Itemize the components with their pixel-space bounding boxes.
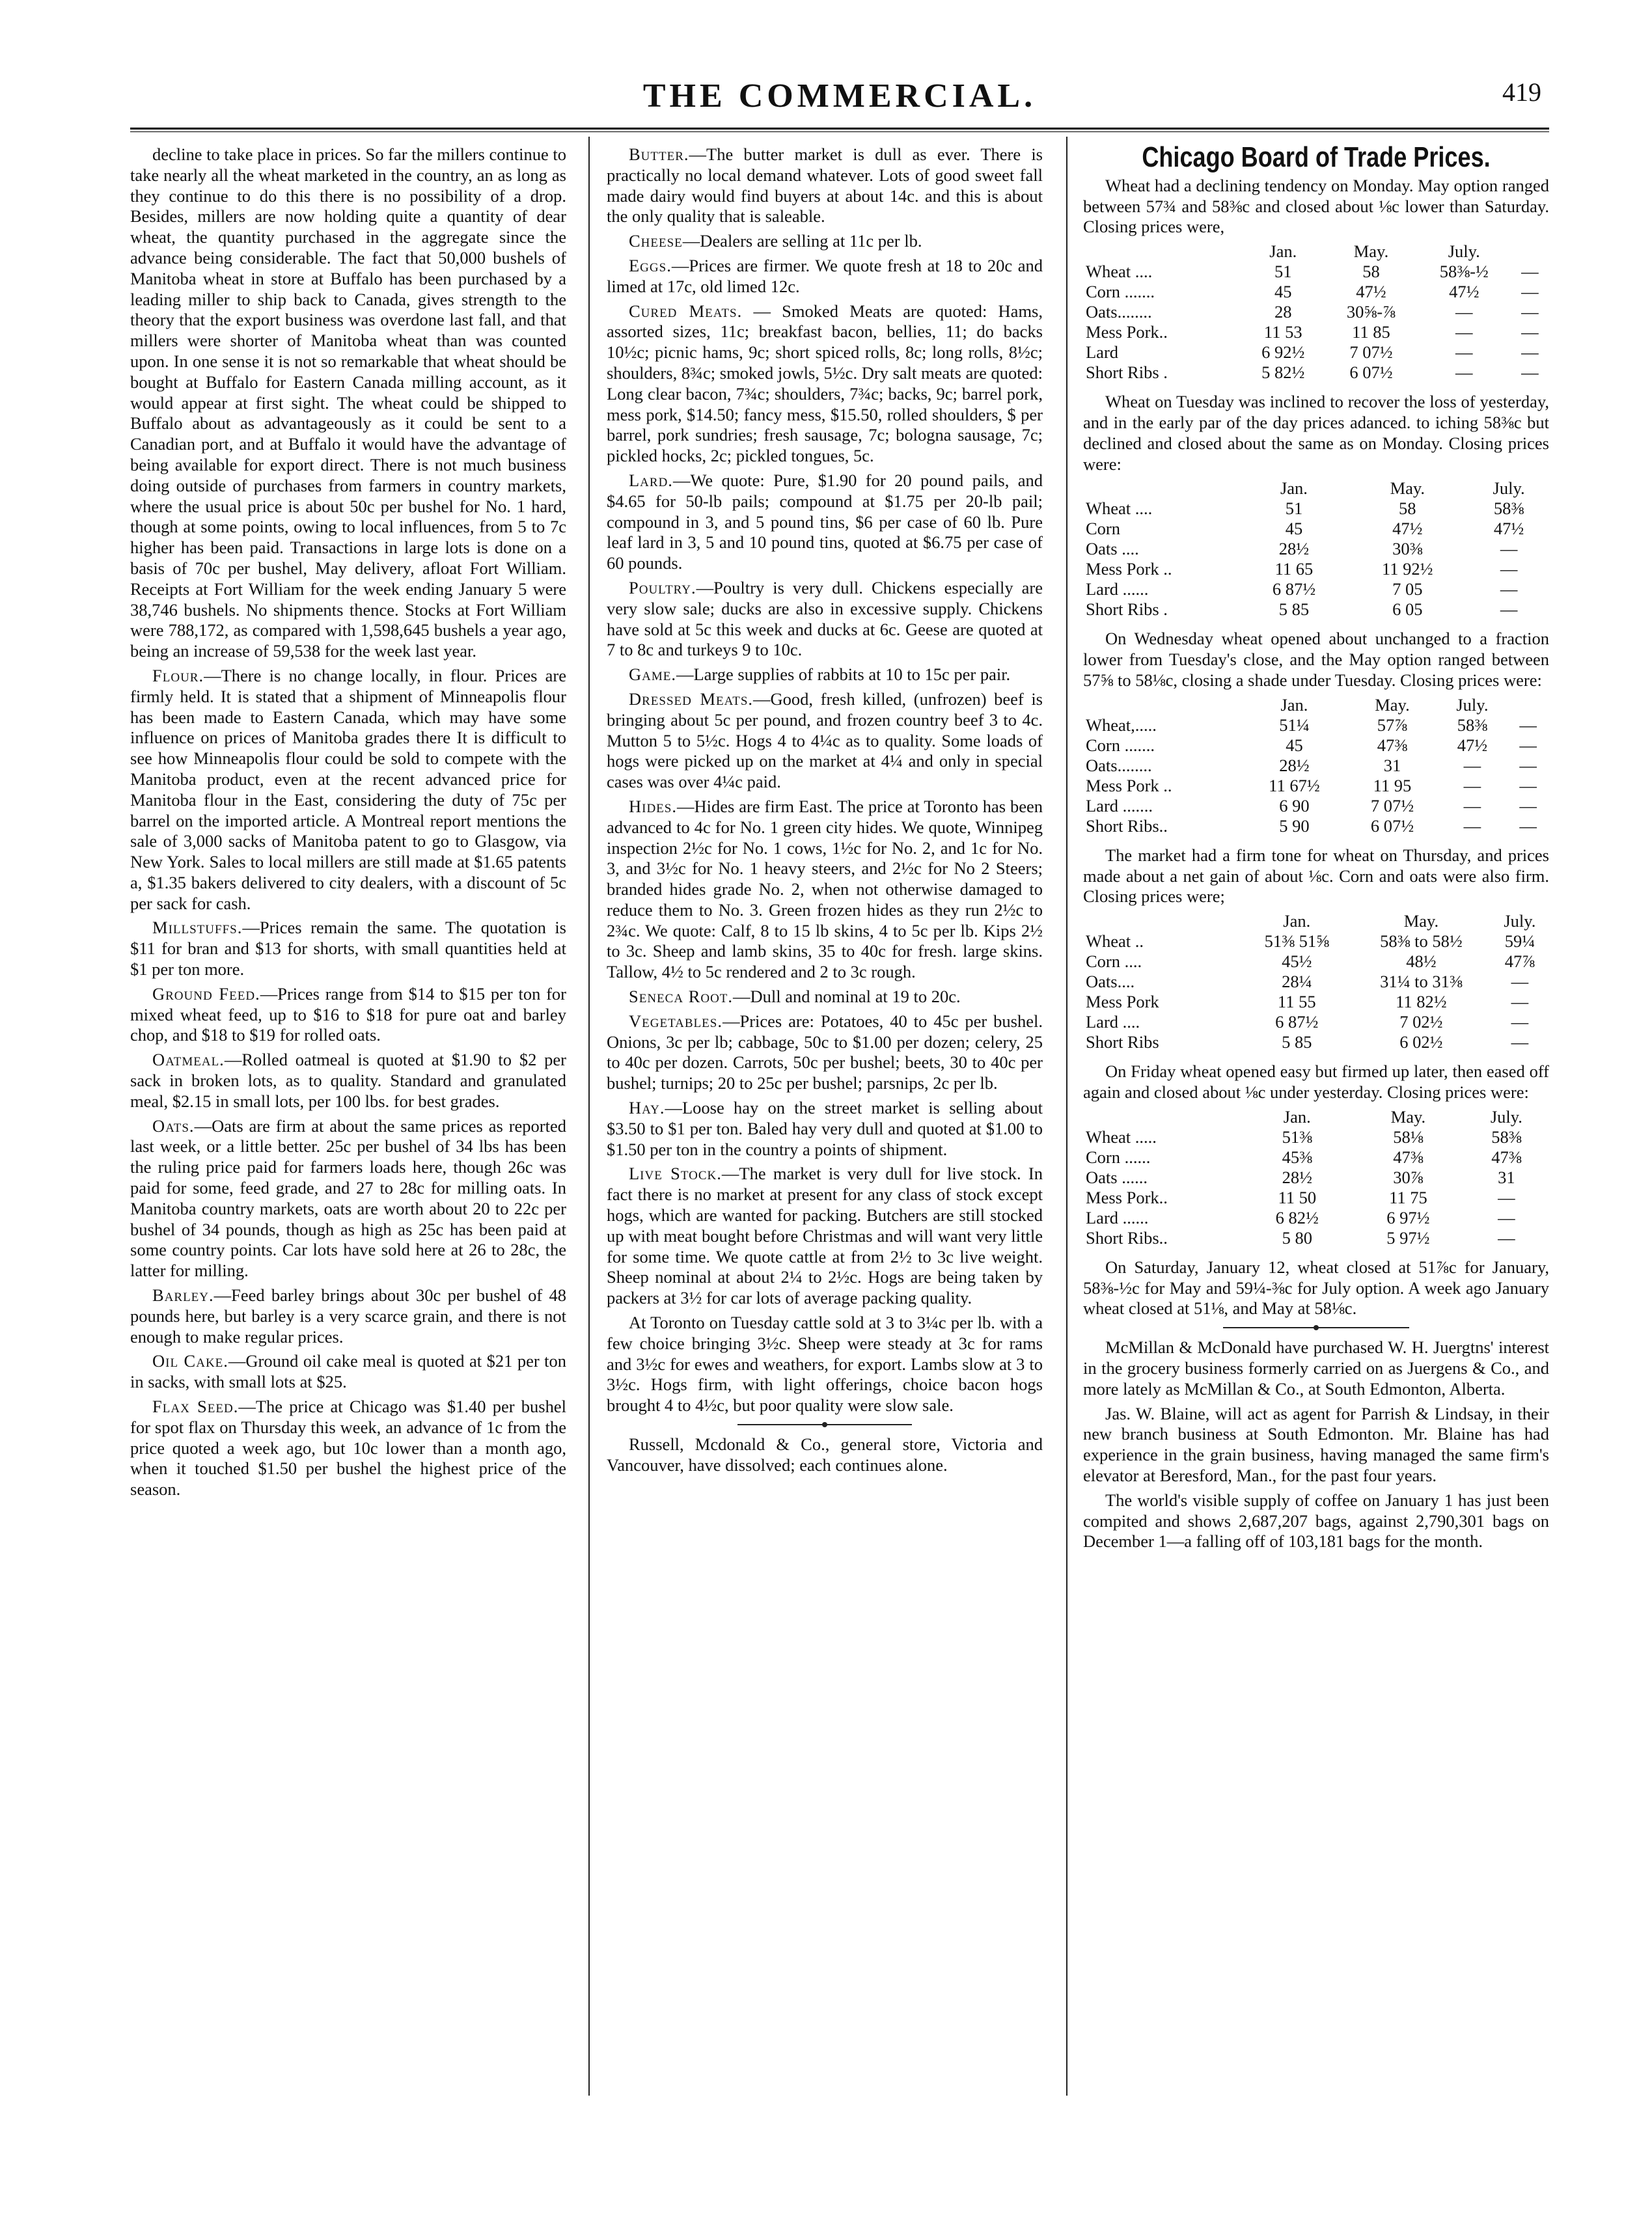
commodity-label: Wheat .....: [1086, 1127, 1157, 1147]
price-cell: 45⅜: [1282, 1147, 1312, 1167]
table-row: [1083, 776, 1549, 796]
price-cell: —: [1521, 342, 1539, 363]
section-heading: Chicago Board of Trade Prices.: [1142, 144, 1491, 173]
paragraph-text: decline to take place in prices. So far the millers continue to take nearly all the wheat marketed in the country, an as long as they continue to do this there is no possibility of a drop. Besides, millers are now holding quite a quantity of dear wheat, the quantity purchased in the aggregate since the advance being considerable. The fact that 50,000 bushels of Manitoba wheat in store at Buffalo has been purchased by a leading miller to ship back to Canada, gives strength to the theory that the export business was overdone last fall, and that millers were shorter of Manitoba wheat than was counted upon. In one sense it is not so remarkable that wheat should be bought at Buffalo for Eastern Canada milling account, as it would appear at first sight. The wheat could be shipped to Buffalo about as advantageously as it could be sent to a Canadian port, and at Buffalo it would have the advantage of being available for export direct. There is not much business doing outside of purchases from farmers in country markets, where the usual price is about 50c per bushel for No. 1 hard, though at some points, owing to local influences, from 5 to 7c higher has been paid. Transactions in large lots is done on a basis of 70c per bushel, May delivery, afloat Fort William. Receipts at Fort William for the week ending January 5 were 38,746 bushels. No shipments thence. Stocks at Fort William were 788,172, as compared with 1,598,645 bushels a year ago, being an increase of 59,538 for the week last year.: [130, 144, 566, 661]
commodity-label: Oats........: [1086, 302, 1152, 322]
paragraph: [130, 1397, 566, 1500]
paragraph: Wheat had a declining tendency on Monday. May option ranged between 57¾ and 58⅜c and closed about ⅛c lower than Saturday. Closing prices were,: [1083, 175, 1549, 237]
commodity-label: Short Ribs..: [1086, 815, 1168, 836]
table-row: [1083, 735, 1549, 756]
table-row: [1083, 1032, 1549, 1052]
commodity-label: Lard: [1086, 342, 1119, 363]
price-cell: 6 87½: [1275, 1012, 1319, 1032]
news-item: Jas. W. Blaine, will act as agent for Parrish & Lindsay, in their new branch business at South Edmonton. Mr. Blaine has had experience in the grain business, having managed the same firm's elevator at Beresford, Man., for the past four years.: [1083, 1403, 1549, 1485]
paragraph: [607, 231, 1043, 252]
price-cell: 6 87½: [1272, 579, 1316, 599]
price-cell: —: [1498, 1227, 1515, 1248]
commodity-label: Oats ......: [1086, 1167, 1148, 1187]
section-separator: [737, 1424, 912, 1425]
price-cell: —: [1500, 559, 1518, 579]
table-header-cell: May.: [1403, 911, 1439, 931]
paragraph-lead: Oats.: [152, 1116, 195, 1136]
table-row: [1083, 499, 1549, 519]
price-cell: —: [1521, 363, 1539, 383]
table-row: [1083, 972, 1549, 992]
price-cell: 51⅜: [1282, 1127, 1312, 1147]
price-cell: 7 05: [1392, 579, 1423, 599]
paragraph: The market had a firm tone for wheat on Thursday, and prices made about a net gain of about ⅛c. Corn and oats were also firm. Closing prices were;: [1083, 845, 1549, 907]
table-row: [1083, 1188, 1549, 1208]
price-cell: 11 53: [1263, 322, 1302, 342]
paragraph: [130, 1351, 566, 1393]
paragraph-text: —Good, fresh killed, (unfrozen) beef is bringing about 5c per pound, and frozen country beef 3 to 4c. Mutton 5 to 5½c. Hogs 4 to 4¼c as to quality. Some loads of hogs were picked up on the market at 4¼ and only in special cases was over 4¼c paid.: [607, 689, 1043, 792]
price-cell: 30⅞: [1393, 1167, 1424, 1187]
paragraph: [130, 666, 566, 914]
price-table: [1083, 695, 1549, 836]
paragraph: [607, 1011, 1043, 1094]
price-table: [1083, 241, 1549, 383]
price-cell: 11 65: [1274, 559, 1314, 579]
price-cell: 11 55: [1277, 992, 1316, 1012]
price-cell: 58⅜: [1491, 1127, 1522, 1147]
table-row: [1083, 796, 1549, 816]
table-row: [1083, 1127, 1549, 1147]
price-cell: 31: [1498, 1167, 1515, 1187]
table-row: [1083, 302, 1549, 322]
page-number: 419: [1502, 77, 1541, 107]
price-cell: 58: [1399, 499, 1416, 519]
section-separator: [1223, 1327, 1409, 1328]
masthead-title: THE COMMERCIAL.: [642, 77, 1037, 115]
paragraph-text: — Smoked Meats are quoted: Hams, assorted sizes, 11c; breakfast bacon, bellies, 11; do backs 10½c; picnic hams, 9c; short spiced rolls, 8c; long rolls, 8½c; shoulders, 8¾c; smoked jowls, 5½c. Dry salt meats are quoted: Long clear bacon, 7¾c; shoulders, 7¾c; backs, 9c; barrel pork, mess pork, $14.50; fancy mess, $15.50, rolled shoulders, $ per barrel, pork sundries; fresh sausage, 7c; bologna sausage, 7c; pickled hocks, 2c; pickled tongues, 5c.: [607, 301, 1043, 466]
paragraph-lead: Ground Feed.: [152, 983, 260, 1004]
table-header-cell: May.: [1375, 694, 1410, 715]
paragraph-lead: Oil Cake.: [152, 1351, 228, 1371]
table-header-cell: [1083, 478, 1241, 499]
paragraph-text: —Oats are firm at about the same prices as reported last week, or a little better. 25c per bushel of 34 lbs has been the ruling price paid for farmers loads here, though 26c was paid for some, feed grade, and 27 to 28c for milling oats. In Manitoba country markets, oats are worth about 20 to 22c per bushel of 34 pounds, though as high as 25c has been paid at some country points. Car lots have sold here at 26 to 28c, the latter for milling.: [130, 1116, 566, 1281]
table-row: [1083, 282, 1549, 302]
paragraph-text: —Feed barley brings about 30c per bushel of 48 pounds here, but barley is a very scarce grain, and there is not enough to make regular prices.: [130, 1285, 566, 1347]
paragraph-lead: Barley.: [152, 1285, 214, 1306]
price-cell: —: [1511, 972, 1529, 992]
commodity-label: Lard .......: [1086, 795, 1153, 815]
table-row: [1083, 363, 1549, 383]
paragraph-lead: Game.: [629, 664, 676, 685]
price-cell: 6 07½: [1349, 363, 1393, 383]
commodity-label: Mess Pork: [1086, 992, 1159, 1012]
paragraph-text: —Loose hay on the street market is selling about $3.50 to $1 per ton. Baled hay very dull and quoted at $1.00 to $1.50 per ton in the country a points of shipment.: [607, 1098, 1043, 1159]
price-cell: 48½: [1406, 951, 1437, 972]
paragraph-lead: Hides.: [629, 796, 677, 816]
table-header-cell: Jan.: [1280, 694, 1308, 715]
paragraph-text: —Hides are firm East. The price at Toronto has been advanced to 4c for No. 1 green city hides. We quote, Winnipeg inspection 2½c for No. 1 cows, 1½c for No. 2, and 1c for No. 3, and 3½c for No. 1 heavy steers, and 2½c for No 2 Steers; branded hides grade No. 2, when not otherwise damaged to reduce them to No. 3. Green frozen hides as they run 2½c to 2¾c. We quote: Calf, 8 to 15 lb skins, 4 to 5c per lb. Kips 2½ to 3c. Sheep and lamb skins, 35 to 40c for fresh. large skins. Tallow, 4½ to 5c rendered and 2 to 3c rough.: [607, 796, 1043, 982]
price-cell: —: [1455, 322, 1473, 342]
paragraph: [607, 471, 1043, 574]
table-header-cell: Jan.: [1269, 241, 1297, 262]
table-row: [1083, 756, 1549, 776]
paragraph-lead: Hay.: [629, 1098, 665, 1118]
price-cell: —: [1511, 992, 1529, 1012]
commodity-label: Lard ......: [1086, 579, 1149, 599]
price-cell: —: [1521, 302, 1539, 322]
commodity-label: Wheat ....: [1086, 262, 1153, 282]
price-cell: 5 82½: [1261, 363, 1305, 383]
price-cell: —: [1521, 262, 1539, 282]
paragraph: [607, 1313, 1043, 1416]
paragraph-text: —There is no change locally, in flour. Prices are firmly held. It is stated that a shipment of Minneapolis flour has been made to Eastern Canada, which may have some influence on prices of Manitoba grades there It is difficult to see how Minneapolis flour could be sold to compete with the Manitoba product, even at the recent advanced price for Manitoba flour in the East, considering the duty of 75c per barrel on the imported article. A Montreal report mentions the sale of 3,000 sacks of Manitoba patent to go to Glasgow, via New York. Sales to local millers are still made at $1.65 patents a, $1.35 bakers delivered to city dealers, with a discount of 5c per sack for cash.: [130, 665, 566, 913]
paragraph-text: —Prices range from $14 to $15 per ton for mixed wheat feed, up to $16 to $18 for pure oat and barley chop, and $18 to $19 for rolled oats.: [130, 983, 566, 1045]
price-cell: 5 85: [1282, 1032, 1312, 1052]
commodity-label: Corn .......: [1086, 282, 1155, 302]
price-cell: —: [1519, 815, 1537, 836]
price-cell: —: [1521, 322, 1539, 342]
commodity-label: Corn .......: [1086, 735, 1155, 755]
price-cell: 51¼: [1279, 715, 1310, 735]
commodity-label: Mess Pork..: [1086, 1187, 1168, 1207]
table-row: [1083, 519, 1549, 539]
paragraph-text: —Large supplies of rabbits at 10 to 15c per pair.: [676, 664, 1011, 685]
table-row: [1083, 599, 1549, 620]
price-cell: 51⅜ 51⅝: [1264, 931, 1329, 951]
price-cell: 6 97½: [1386, 1207, 1430, 1227]
price-cell: 47⅜: [1377, 735, 1408, 755]
price-cell: 7 07½: [1370, 795, 1414, 815]
commodity-label: Oats ....: [1086, 539, 1139, 559]
table-header-cell: [1083, 1107, 1241, 1127]
price-cell: 47⅜: [1393, 1147, 1424, 1167]
paragraph-lead: Flax Seed.: [152, 1397, 239, 1417]
price-cell: 58⅜-½: [1439, 262, 1489, 282]
paragraph: [607, 1098, 1043, 1160]
news-item: The world's visible supply of coffee on January 1 has just been compited and shows 2,687,207 bags, against 2,790,301 bags on December 1—a falling off of 103,181 bags for the month.: [1083, 1490, 1549, 1552]
paragraph-lead: Seneca Root.: [629, 987, 734, 1007]
commodity-label: Short Ribs .: [1086, 599, 1168, 620]
commodity-label: Corn ....: [1086, 951, 1142, 972]
price-cell: 47½: [1457, 735, 1488, 755]
price-cell: 30⅜: [1392, 539, 1423, 559]
table-header-cell: May.: [1390, 1106, 1426, 1127]
price-cell: 6 82½: [1275, 1207, 1319, 1227]
price-cell: —: [1463, 775, 1481, 795]
table-header-cell: [1511, 241, 1549, 262]
commodity-label: Mess Pork ..: [1086, 775, 1172, 795]
price-cell: 7 02½: [1399, 1012, 1443, 1032]
table-row: [1083, 992, 1549, 1012]
table-header-cell: [1083, 695, 1241, 715]
commodity-label: Wheat,.....: [1086, 715, 1157, 735]
price-cell: 11 92½: [1382, 559, 1433, 579]
commodity-label: Oats........: [1086, 755, 1152, 775]
commodity-label: Wheat ....: [1086, 499, 1153, 519]
price-cell: 51: [1285, 499, 1303, 519]
table-row: [1083, 342, 1549, 363]
price-cell: —: [1498, 1207, 1515, 1227]
table-header-cell: July.: [1456, 694, 1489, 715]
price-cell: 11 67½: [1269, 775, 1320, 795]
news-item: McMillan & McDonald have purchased W. H. Juergtns' interest in the grocery business formerly carried on as Juergens & Co., and more lately as McMillan & Co., at South Edmonton, Alberta.: [1083, 1337, 1549, 1399]
price-cell: 11 50: [1278, 1187, 1317, 1207]
price-cell: —: [1455, 302, 1473, 322]
table-header-cell: July.: [1493, 478, 1525, 499]
price-cell: —: [1455, 363, 1473, 383]
table-row: [1083, 539, 1549, 559]
commodity-label: Short Ribs..: [1086, 1227, 1168, 1248]
price-cell: —: [1455, 342, 1473, 363]
price-cell: 47½: [1449, 282, 1480, 302]
news-item: Russell, Mcdonald & Co., general store, Victoria and Vancouver, have dissolved; each continues alone.: [607, 1434, 1043, 1475]
price-cell: 47⅞: [1504, 951, 1535, 972]
table-row: [1083, 262, 1549, 282]
price-cell: —: [1463, 815, 1481, 836]
paragraph-lead: Dressed Meats.: [629, 689, 754, 709]
price-cell: 11 82½: [1396, 992, 1447, 1012]
paragraph-text: —We quote: Pure, $1.90 for 20 pound pails, and $4.65 for 50-lb pails; compound at $1.75 per 20-lb pail; compound in 3, and 5 pound tins, $6 per case of 60 lb. Pure leaf lard in 3, 5 and 10 pound tins, quoted at $6.75 per case of 60 pounds.: [607, 470, 1043, 573]
paragraph: On Wednesday wheat opened about unchanged to a fraction lower from Tuesday's close, and the May option ranged between 57⅝ to 58⅛c, closing a shade under Tuesday. Closing prices were:: [1083, 629, 1549, 690]
price-cell: 30⅝-⅞: [1346, 302, 1396, 322]
paragraph: [130, 1285, 566, 1347]
table-header-cell: [1507, 695, 1549, 715]
table-header-cell: Jan.: [1280, 478, 1308, 499]
price-cell: 45: [1286, 735, 1303, 755]
commodity-label: Mess Pork..: [1086, 322, 1168, 342]
paragraph: [607, 144, 1043, 227]
price-cell: 45: [1274, 282, 1292, 302]
price-cell: —: [1519, 755, 1537, 775]
paragraph: [607, 797, 1043, 983]
paragraph-lead: Live Stock.: [629, 1164, 722, 1184]
price-cell: 31: [1383, 755, 1401, 775]
price-cell: —: [1498, 1187, 1515, 1207]
paragraph: [607, 689, 1043, 793]
price-cell: —: [1463, 795, 1481, 815]
commodity-label: Short Ribs .: [1086, 363, 1168, 383]
paragraph-lead: Butter.: [629, 144, 689, 164]
table-header-cell: [1083, 911, 1241, 931]
paragraph-text: —The market is very dull for live stock. In fact there is no market at present for any class of stock except hogs, which are wanted for packing. Butchers are still stocked up with meat bought before Christmas and will want very little for some time. We quote cattle at from 2½ to 3c live weight. Sheep nominal at about 2¼ to 2½c. Hogs are being taken by packers at 3½ for car lots of average packing quality.: [607, 1164, 1043, 1308]
column-3: [1083, 144, 1549, 2169]
paragraph-lead: Vegetables.: [629, 1011, 723, 1031]
price-cell: 28½: [1278, 539, 1310, 559]
price-cell: —: [1519, 795, 1537, 815]
price-table: [1083, 478, 1549, 620]
price-cell: 11 95: [1373, 775, 1412, 795]
price-table: [1083, 1107, 1549, 1248]
paragraph: [130, 144, 566, 662]
price-cell: 28½: [1279, 755, 1310, 775]
table-header-cell: July.: [1448, 241, 1480, 262]
price-cell: 57⅞: [1377, 715, 1408, 735]
paragraph: [607, 1164, 1043, 1309]
paragraph-text: —Prices are firmer. We quote fresh at 18 to 20c and limed at 17c, old limed 12c.: [607, 255, 1043, 296]
table-row: [1083, 1147, 1549, 1168]
price-cell: 58: [1362, 262, 1380, 282]
price-cell: —: [1463, 755, 1481, 775]
paragraph-lead: Oatmeal.: [152, 1050, 225, 1070]
table-header-cell: July.: [1504, 911, 1536, 931]
table-row: [1083, 579, 1549, 599]
price-cell: 58⅛: [1393, 1127, 1424, 1147]
header-rule: [130, 128, 1549, 132]
table-row: [1083, 931, 1549, 951]
table-row: [1083, 1208, 1549, 1228]
paragraph: [130, 918, 566, 979]
commodity-label: Corn: [1086, 519, 1120, 539]
price-cell: —: [1500, 599, 1518, 620]
paragraph-text: —Ground oil cake meal is quoted at $21 per ton in sacks, with small lots at $25.: [130, 1351, 566, 1392]
masthead: [130, 73, 1549, 125]
price-cell: 47½: [1392, 519, 1423, 539]
table-row: [1083, 1228, 1549, 1248]
price-cell: 6 07½: [1370, 815, 1414, 836]
paragraph-lead: Flour.: [152, 665, 204, 685]
table-row: [1083, 559, 1549, 579]
price-cell: 47½: [1356, 282, 1386, 302]
price-cell: 28¼: [1282, 972, 1312, 992]
table-row: [1083, 715, 1549, 735]
commodity-label: Lard ......: [1086, 1207, 1149, 1227]
column-divider: [588, 137, 590, 2096]
paragraph: [607, 301, 1043, 467]
price-cell: —: [1519, 775, 1537, 795]
paragraph: [607, 664, 1043, 685]
paragraph: Wheat on Tuesday was inclined to recover the loss of yesterday, and in the early par of the day prices adanced. to iching 58⅜c but declined and closed about the same as on Monday. Closing prices were:: [1083, 392, 1549, 474]
table-header-cell: May.: [1353, 241, 1389, 262]
paragraph-lead: Cheese: [629, 231, 683, 251]
paragraph: [130, 1116, 566, 1281]
price-cell: 5 97½: [1386, 1227, 1430, 1248]
table-row: [1083, 816, 1549, 836]
price-cell: 45½: [1282, 951, 1312, 972]
commodity-label: Mess Pork ..: [1086, 559, 1172, 579]
price-cell: 58⅜ to 58½: [1380, 931, 1463, 951]
paragraph-lead: Lard.: [629, 470, 673, 490]
paragraph-text: —The butter market is dull as ever. There is practically no local demand whatever. Lots of good sweet fall made dairy would find buyers at about 14c. and this is about the only quality that is saleable.: [607, 144, 1043, 226]
table-row: [1083, 1012, 1549, 1032]
commodity-label: Lard ....: [1086, 1012, 1140, 1032]
price-cell: —: [1500, 539, 1518, 559]
paragraph-text: —Prices are: Potatoes, 40 to 45c per bushel. Onions, 3c per lb; cabbage, 50c to $1.00 per dozen; celery, 25 to 40c per dozen. Carrots, 50c per bushel; beets, 30 to 40c per bushel; turnips; 20 to 25c per bushel; parsnips, 2c per lb.: [607, 1011, 1043, 1093]
paragraph-lead: Eggs.: [629, 255, 672, 275]
price-cell: 5 85: [1278, 599, 1310, 620]
paragraph: On Friday wheat opened easy but firmed up later, then eased off again and closed about ⅛c under yesterday. Closing prices were:: [1083, 1061, 1549, 1102]
price-cell: 47½: [1493, 519, 1524, 539]
price-cell: —: [1519, 735, 1537, 755]
price-cell: 5 90: [1279, 815, 1310, 836]
price-cell: —: [1511, 1012, 1529, 1032]
table-header-cell: May.: [1390, 478, 1425, 499]
paragraph-lead: Cured Meats.: [629, 301, 743, 321]
paragraph-text: —Prices remain the same. The quotation is $11 for bran and $13 for shorts, with small quantities held at $1 per ton more.: [130, 918, 566, 979]
paragraph-text: —Dealers are selling at 11c per lb.: [682, 231, 922, 251]
price-cell: 28½: [1282, 1167, 1312, 1187]
paragraph-text: At Toronto on Tuesday cattle sold at 3 to 3¼c per lb. with a few choice bringing 3½c. Sheep were steady at 3c for rams and 3½c for ewes and weathers, for export. Lambs slow at 3 to 3½c. Hogs firm, with light offerings, choice bacon hogs brought 4 to 4½c, but poor quality were slow sale.: [607, 1313, 1043, 1416]
price-cell: 58⅜: [1457, 715, 1488, 735]
table-row: [1083, 951, 1549, 972]
price-cell: —: [1519, 715, 1537, 735]
price-cell: 31¼ to 31⅜: [1380, 972, 1463, 992]
price-cell: 6 90: [1279, 795, 1310, 815]
price-cell: 6 92½: [1261, 342, 1305, 363]
paragraph: [607, 256, 1043, 297]
paragraph: On Saturday, January 12, wheat closed at 51⅞c for January, 58⅜-½c for May and 59¼-⅜c for July option. A week ago January wheat closed at 51⅛, and May at 58⅛c.: [1083, 1257, 1549, 1319]
price-cell: 5 80: [1282, 1227, 1312, 1248]
price-cell: —: [1511, 1032, 1529, 1052]
table-header-cell: [1083, 241, 1241, 262]
price-cell: 11 75: [1389, 1187, 1427, 1207]
price-table: [1083, 911, 1549, 1052]
price-cell: 6 05: [1392, 599, 1423, 620]
paragraph: [607, 578, 1043, 661]
commodity-label: Oats....: [1086, 972, 1135, 992]
column-divider: [1066, 137, 1067, 2096]
price-cell: —: [1500, 579, 1518, 599]
price-cell: 51: [1274, 262, 1292, 282]
paragraph-text: —Dull and nominal at 19 to 20c.: [733, 987, 961, 1007]
table-header-cell: July.: [1490, 1106, 1522, 1127]
paragraph: [607, 987, 1043, 1007]
paragraph: [130, 984, 566, 1046]
paragraph-lead: Millstuffs.: [152, 918, 243, 938]
price-cell: —: [1521, 282, 1539, 302]
price-cell: 7 07½: [1349, 342, 1393, 363]
price-cell: 28: [1274, 302, 1292, 322]
paragraph-text: —Poultry is very dull. Chickens especially are very slow sale; ducks are also in excessive supply. Chickens have sold at 5c this week and ducks at 6c. Geese are quoted at 7 to 8c and turkeys 9 to 10c.: [607, 577, 1043, 660]
commodity-label: Short Ribs: [1086, 1032, 1159, 1052]
column-2: [607, 144, 1043, 2169]
commodity-label: Wheat ..: [1086, 931, 1144, 951]
paragraph-text: —The price at Chicago was $1.40 per bushel for spot flax on Thursday this week, an advance of 1c from the price quoted a week ago, but 10c lower than a month ago, when it touched $1.50 per bushel the highest price of the season.: [130, 1397, 566, 1499]
table-row: [1083, 322, 1549, 342]
table-row: [1083, 1168, 1549, 1188]
price-cell: 6 02½: [1399, 1032, 1443, 1052]
price-cell: 11 85: [1352, 322, 1390, 342]
price-cell: 58⅜: [1493, 499, 1524, 519]
commodity-label: Corn ......: [1086, 1147, 1151, 1167]
price-cell: 59¼: [1504, 931, 1535, 951]
price-cell: 47⅜: [1491, 1147, 1522, 1167]
table-header-cell: Jan.: [1283, 1106, 1311, 1127]
paragraph: [130, 1050, 566, 1112]
price-cell: 45: [1285, 519, 1303, 539]
paragraph-lead: Poultry.: [629, 577, 696, 597]
column-1: [130, 144, 566, 2169]
table-header-cell: Jan.: [1283, 911, 1311, 931]
paragraph-text: —Rolled oatmeal is quoted at $1.90 to $2 per sack in broken lots, as to quality. Standard and granulated meal, $2.15 in small lots, per 100 lbs. for best grades.: [130, 1050, 566, 1111]
